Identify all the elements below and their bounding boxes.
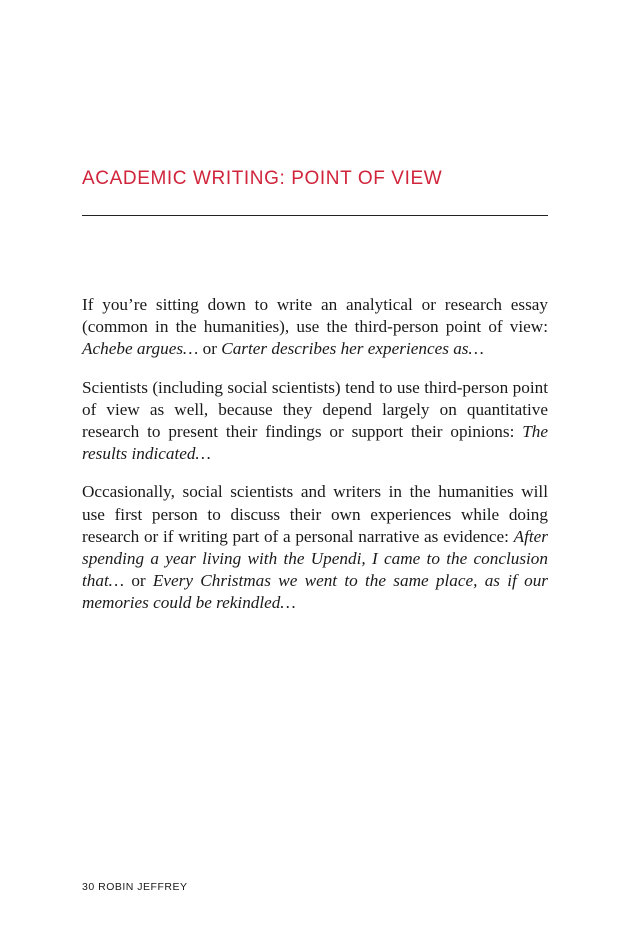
paragraph-text: Scientists (including social scientists) tend to use third-person point of view as well, because they depend largely on quantitative research to present their findings or support their opinions: xyxy=(82,377,548,442)
example-upendi: After spending a year living with the Upendi, I came to the conclusion that… xyxy=(82,526,548,591)
paragraph-third-person xyxy=(82,294,548,361)
paragraph-scientists xyxy=(82,377,548,466)
paragraph-first-person xyxy=(82,481,548,614)
running-author: ROBIN JEFFREY xyxy=(98,881,188,893)
example-achebe: Achebe argues… xyxy=(82,339,199,359)
body-text xyxy=(82,294,548,631)
example-results: The results indicated… xyxy=(82,422,548,464)
page-number: 30 xyxy=(82,881,95,893)
paragraph-text: Occasionally, social scientists and writers in the humanities will use first person to discuss their own experiences while doing research or if writing part of a personal narrative as evidence: xyxy=(82,482,548,546)
page-footer xyxy=(82,881,187,893)
example-carter: Carter describes her experiences as… xyxy=(221,339,484,359)
section-heading: ACADEMIC WRITING: POINT OF VIEW xyxy=(82,168,443,189)
paragraph-text: If you’re sitting down to write an analytical or research essay (common in the humanities), use the third-person point of view: xyxy=(82,295,548,337)
example-christmas: Every Christmas we went to the same place, as if our memories could be rekindled… xyxy=(82,571,548,613)
heading-divider xyxy=(82,215,548,216)
connector-text: or xyxy=(198,339,222,359)
connector-text: or xyxy=(124,571,153,591)
